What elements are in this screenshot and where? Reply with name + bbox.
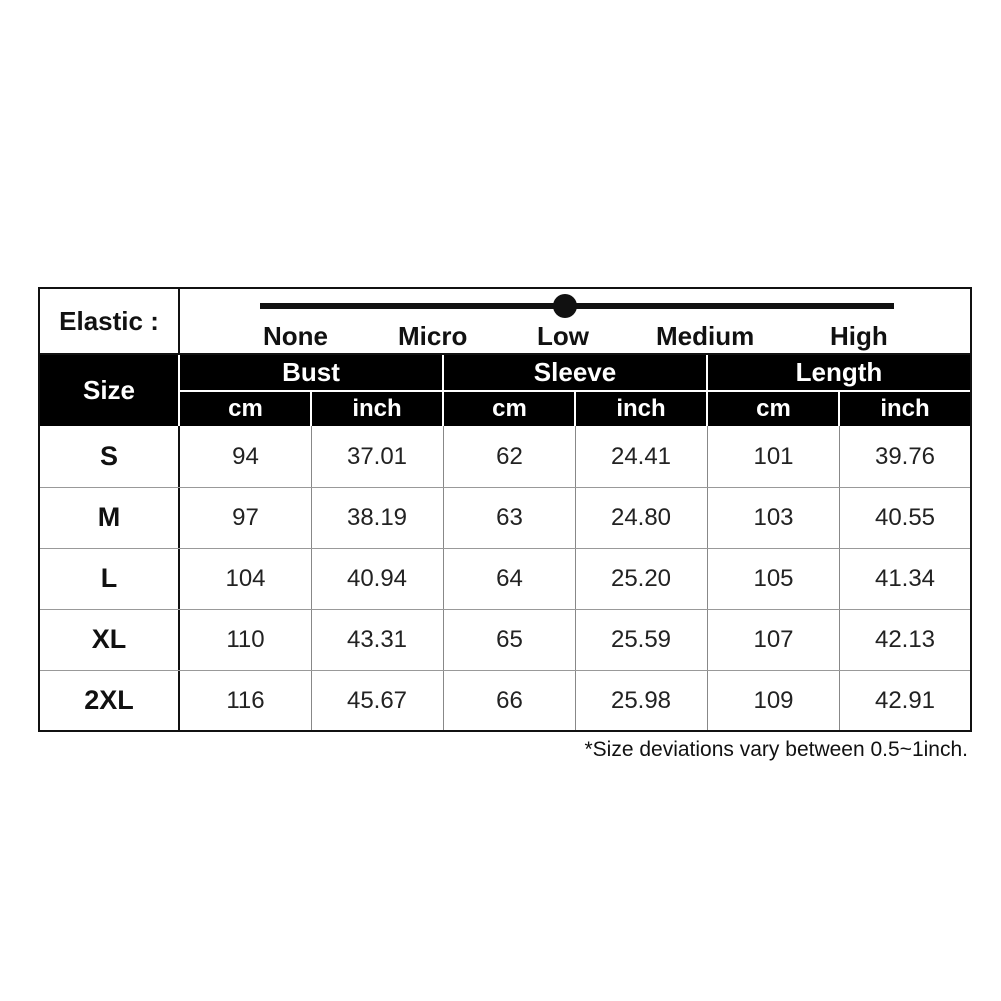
- elastic-level-marker: [553, 294, 577, 318]
- column-divider: [839, 426, 840, 730]
- length-inch-cell: 40.55: [874, 504, 936, 531]
- sleeve-inch-cell: 24.41: [610, 443, 672, 470]
- column-divider: [311, 426, 312, 730]
- column-divider: [443, 426, 444, 730]
- size-chart: [38, 287, 972, 732]
- table-header: [40, 355, 970, 426]
- column-divider: [575, 426, 576, 730]
- sleeve-inch-cell: 25.20: [610, 565, 672, 592]
- length-inch-cell: 39.76: [874, 443, 936, 470]
- header-divider: [310, 390, 312, 426]
- bust-inch-cell: 37.01: [346, 443, 408, 470]
- sleeve-cm-cell: 62: [496, 443, 523, 470]
- length-cm-cell: 107: [753, 626, 794, 653]
- bust-cm-cell: 97: [232, 504, 259, 531]
- elastic-level-none: None: [263, 321, 328, 351]
- sleeve-header: Sleeve: [533, 357, 617, 387]
- length-cm-header: cm: [756, 395, 791, 422]
- bust-inch-cell: 40.94: [346, 565, 408, 592]
- row-divider: [40, 609, 970, 610]
- sleeve-cm-cell: 64: [496, 565, 523, 592]
- length-cm-cell: 109: [753, 687, 794, 714]
- elastic-level-micro: Micro: [398, 321, 468, 351]
- sleeve-inch-cell: 25.98: [610, 687, 672, 714]
- sleeve-cm-cell: 63: [496, 504, 523, 531]
- size-cell: 2XL: [84, 685, 134, 715]
- length-cm-cell: 105: [753, 565, 794, 592]
- bust-inch-cell: 43.31: [346, 626, 408, 653]
- length-inch-cell: 42.13: [874, 626, 936, 653]
- size-cell: M: [97, 502, 121, 532]
- row-divider: [40, 548, 970, 549]
- bust-cm-header: cm: [228, 395, 263, 422]
- elastic-scale-labels: [180, 319, 970, 353]
- size-cell: L: [100, 563, 118, 593]
- row-divider: [40, 487, 970, 488]
- length-inch-header: inch: [880, 395, 930, 422]
- length-cm-cell: 101: [753, 443, 794, 470]
- header-divider: [838, 390, 840, 426]
- size-cell: S: [99, 441, 118, 471]
- bust-inch-cell: 45.67: [346, 687, 408, 714]
- sleeve-cm-cell: 66: [496, 687, 523, 714]
- length-cm-cell: 103: [753, 504, 794, 531]
- length-inch-cell: 41.34: [874, 565, 936, 592]
- sleeve-cm-cell: 65: [496, 626, 523, 653]
- bust-cm-cell: 110: [226, 626, 265, 653]
- sleeve-inch-cell: 24.80: [610, 504, 672, 531]
- column-divider: [707, 426, 708, 730]
- bust-inch-cell: 38.19: [346, 504, 408, 531]
- bust-cm-cell: 104: [225, 565, 266, 592]
- elastic-level-high: High: [830, 321, 888, 351]
- sleeve-cm-header: cm: [492, 395, 527, 422]
- size-cell: XL: [91, 624, 127, 654]
- elastic-level-low: Low: [537, 321, 589, 351]
- sleeve-inch-header: inch: [616, 395, 666, 422]
- header-divider: [574, 390, 576, 426]
- elastic-level-medium: Medium: [656, 321, 755, 351]
- elastic-row: [40, 289, 970, 355]
- bust-header: Bust: [282, 357, 340, 387]
- elastic-label: Elastic :: [40, 289, 180, 353]
- bust-cm-cell: 94: [232, 443, 259, 470]
- elastic-scale-line: [260, 303, 894, 309]
- sleeve-inch-cell: 25.59: [610, 626, 672, 653]
- bust-inch-header: inch: [352, 395, 402, 422]
- bust-cm-cell: 116: [226, 687, 265, 714]
- size-column-header: Size: [82, 375, 136, 405]
- row-divider: [40, 670, 970, 671]
- size-deviation-note: *Size deviations vary between 0.5~1inch.: [584, 738, 968, 761]
- length-inch-cell: 42.91: [874, 687, 936, 714]
- header-divider: [180, 390, 970, 392]
- length-header: Length: [795, 357, 883, 387]
- column-divider: [178, 426, 180, 730]
